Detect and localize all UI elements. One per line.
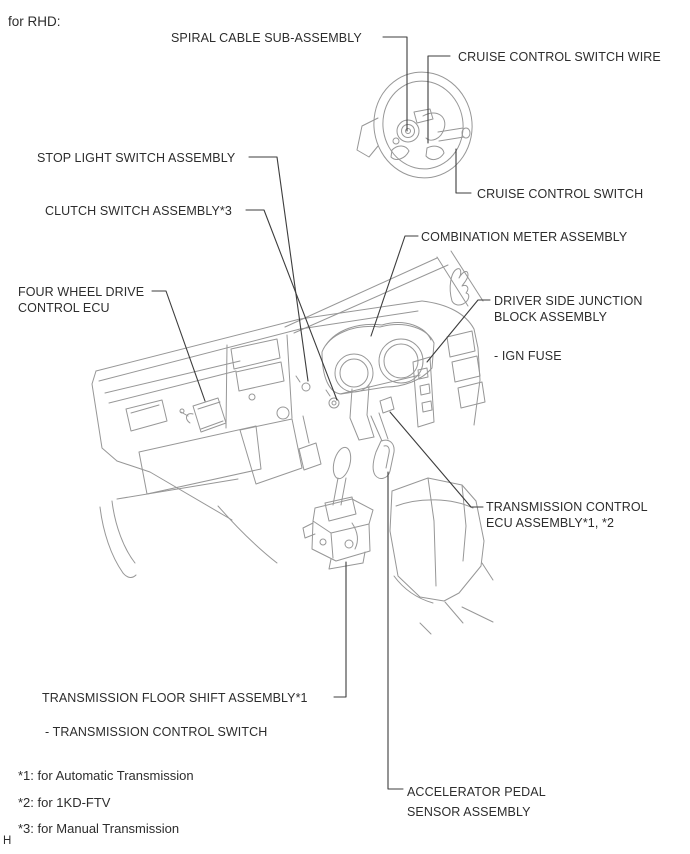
callout-line: TRANSMISSION CONTROL [486,500,648,514]
callout-line: DRIVER SIDE JUNCTION [494,294,643,308]
leader-line-spiral-cable [383,37,407,131]
steering-wheel-drawing [357,65,480,185]
callout-stop-light-switch: STOP LIGHT SWITCH ASSEMBLY [37,151,236,165]
callout-line: ACCELERATOR PEDAL [407,785,546,799]
footnote-3: *3: for Manual Transmission [18,821,180,836]
footnote-1: *1: for Automatic Transmission [18,768,194,783]
page-mark: H [3,835,12,847]
callout-line: CONTROL ECU [18,301,110,315]
callout-spiral-cable: SPIRAL CABLE SUB-ASSEMBLY [171,31,362,45]
callout-combination-meter: COMBINATION METER ASSEMBLY [421,230,628,244]
callout-driver-side-junction-block [494,293,684,325]
callout-line: BLOCK ASSEMBLY [494,310,608,324]
callout-transmission-control-ecu [486,499,676,531]
variant-heading: for RHD: [8,14,61,29]
callout-cruise-control-switch-wire: CRUISE CONTROL SWITCH WIRE [458,50,661,64]
leader-line-combination-meter [371,236,418,336]
leader-line-floor-shift [334,562,346,697]
callout-line: SENSOR ASSEMBLY [407,805,531,819]
fwd-ecu-drawing [180,398,226,432]
callout-clutch-switch: CLUTCH SWITCH ASSEMBLY*3 [45,204,232,218]
callout-accelerator-pedal-sensor [407,782,597,822]
dashboard-drawing [92,301,485,520]
console-box-drawing [390,478,493,634]
callout-four-wheel-drive-ecu [18,284,208,316]
floor-shift-drawing [303,446,373,569]
windshield-pillar-drawing [285,251,483,333]
callout-transmission-floor-shift: TRANSMISSION FLOOR SHIFT ASSEMBLY*1 [42,691,308,705]
callout-line: FOUR WHEEL DRIVE [18,285,145,299]
column-and-pedals-drawing [296,376,394,478]
leader-line-junction-block [427,300,490,362]
leader-line-cruise-wire [428,56,450,143]
junction-block-drawing [413,357,434,427]
floor-drawing [100,479,277,577]
callout-transmission-control-switch: - TRANSMISSION CONTROL SWITCH [45,725,268,739]
footnote-2: *2: for 1KD-FTV [18,795,111,810]
callout-cruise-control-switch: CRUISE CONTROL SWITCH [477,187,644,201]
combination-meter-drawing [322,323,434,394]
callout-line: ECU ASSEMBLY*1, *2 [486,516,615,530]
callout-ign-fuse: - IGN FUSE [494,349,562,363]
